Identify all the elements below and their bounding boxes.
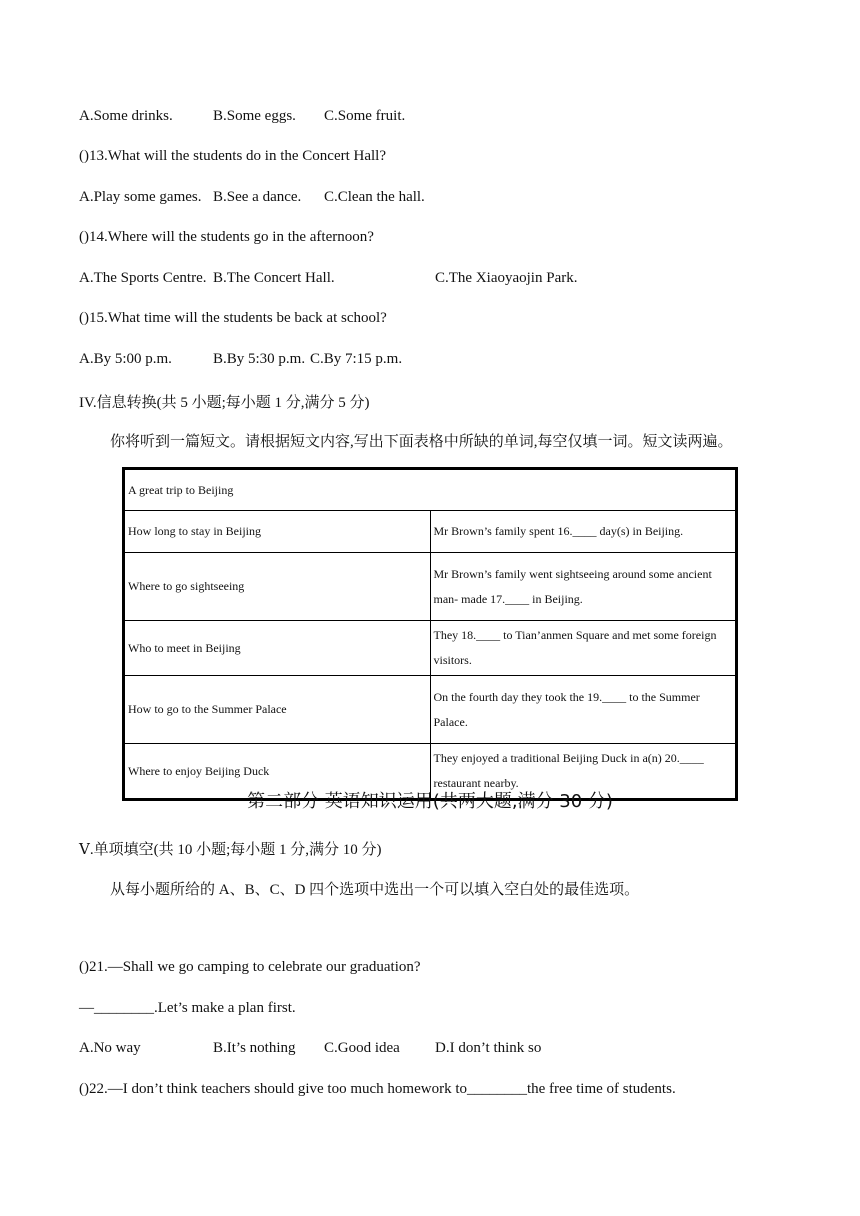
info-table xyxy=(122,467,738,801)
q21-option-a: A.No way xyxy=(79,1040,141,1056)
row-content: On the fourth day they took the 19.____ to the Summer Palace. xyxy=(430,676,737,744)
row-content: They 18.____ to Tian’anmen Square and met some foreign visitors. xyxy=(430,621,737,676)
table-row xyxy=(124,511,737,553)
q13-stem: ()13.What will the students do in the Concert Hall? xyxy=(79,148,387,164)
q15-option-b: B.By 5:30 p.m. xyxy=(213,351,306,367)
q14-stem: ()14.Where will the students go in the afternoon? xyxy=(79,229,374,245)
table-row xyxy=(124,553,737,621)
section5-instruction: 从每小题所给的 A、B、C、D 四个选项中选出一个可以填入空白处的最佳选项。 xyxy=(110,882,640,898)
q13-option-b: B.See a dance. xyxy=(213,189,302,205)
q21-stem: ()21.—Shall we go camping to celebrate our graduation? xyxy=(79,959,421,975)
q21-reply: —________.Let’s make a plan first. xyxy=(79,1000,296,1016)
q21-option-d: D.I don’t think so xyxy=(435,1040,542,1056)
part2-title: 第二部分 英语知识运用(共两大题,满分 30 分) xyxy=(247,791,613,812)
q15-stem: ()15.What time will the students be back at school? xyxy=(79,310,387,326)
section4-instruction: 你将听到一篇短文。请根据短文内容,写出下面表格中所缺的单词,每空仅填一词。短文读两遍。 xyxy=(110,434,733,450)
q12-option-b: B.Some eggs. xyxy=(213,108,296,124)
row-label: How long to stay in Beijing xyxy=(124,511,431,553)
row-label: Where to enjoy Beijing Duck xyxy=(124,744,431,800)
q14-option-b: B.The Concert Hall. xyxy=(213,270,335,286)
q14-option-c: C.The Xiaoyaojin Park. xyxy=(435,270,578,286)
q14-option-a: A.The Sports Centre. xyxy=(79,270,207,286)
row-content: Mr Brown’s family went sightseeing around some ancient man- made 17.____ in Beijing. xyxy=(430,553,737,621)
q21-option-c: C.Good idea xyxy=(324,1040,400,1056)
q21-option-b: B.It’s nothing xyxy=(213,1040,296,1056)
row-label: Who to meet in Beijing xyxy=(124,621,431,676)
q13-option-c: C.Clean the hall. xyxy=(324,189,425,205)
row-content: Mr Brown’s family spent 16.____ day(s) in Beijing. xyxy=(430,511,737,553)
q13-option-a: A.Play some games. xyxy=(79,189,202,205)
row-content: They enjoyed a traditional Beijing Duck in a(n) 20.____ restaurant nearby. xyxy=(430,744,737,800)
table-title-row xyxy=(124,469,737,511)
row-label: Where to go sightseeing xyxy=(124,553,431,621)
q22-stem: ()22.—I don’t think teachers should give too much homework to________the free time of students. xyxy=(79,1081,676,1097)
table-row xyxy=(124,676,737,744)
q15-option-c: C.By 7:15 p.m. xyxy=(310,351,403,367)
section4-heading: IV.信息转换(共 5 小题;每小题 1 分,满分 5 分) xyxy=(79,395,370,411)
table-row xyxy=(124,621,737,676)
table-title: A great trip to Beijing xyxy=(124,469,737,511)
q12-option-a: A.Some drinks. xyxy=(79,108,173,124)
section5-heading: Ⅴ.单项填空(共 10 小题;每小题 1 分,满分 10 分) xyxy=(79,842,382,858)
row-label: How to go to the Summer Palace xyxy=(124,676,431,744)
q12-option-c: C.Some fruit. xyxy=(324,108,406,124)
q15-option-a: A.By 5:00 p.m. xyxy=(79,351,172,367)
